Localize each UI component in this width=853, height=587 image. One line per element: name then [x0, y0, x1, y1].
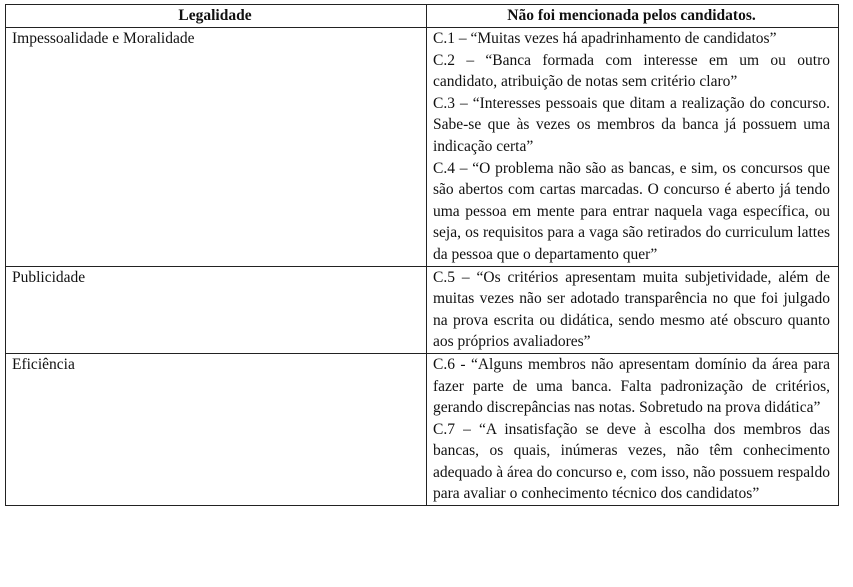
quote-c2: C.2 – “Banca formada com interesse em um ou outro candidato, atribuição de notas sem critério claro”	[433, 51, 830, 91]
quote-c4: C.4 – “O problema não são as bancas, e sim, os concursos que são abertos com cartas marcadas. O concurso é aberto já tendo uma pessoa em mente para entrar naquela vaga específica, ou seja, os requisitos para a vaga são retirados do curriculum lattes da pessoa que o departamento quer”	[433, 159, 830, 263]
quote-c7: C.7 – “A insatisfação se deve à escolha dos membros das bancas, os quais, inúmeras vezes, não têm conhecimento adequado à área do concurso e, com isso, não possuem respaldo para avaliar o conhecimento técnico dos candidatos”	[433, 420, 830, 503]
quotes-cell	[427, 266, 839, 353]
quote-c6: C.6 - “Alguns membros não apresentam domínio da área para fazer parte de uma banca. Falta padronização de critérios, gerando discrepâncias nas notas. Sobretudo na prova didática”	[433, 355, 830, 417]
column-header-legalidade: Legalidade	[6, 5, 427, 28]
quote-c1: C.1 – “Muitas vezes há apadrinhamento de candidatos”	[433, 30, 777, 47]
table-row	[6, 353, 839, 505]
quote-c5: C.5 – “Os critérios apresentam muita subjetividade, além de muitas vezes não ser adotado transparência no que foi julgado na prova escrita ou didática, sendo mesmo até obscuro quanto aos próprios avaliadores”	[433, 268, 830, 351]
quotes-cell	[427, 28, 839, 267]
principle-cell: Publicidade	[6, 266, 427, 353]
table-row	[6, 266, 839, 353]
column-header-mention: Não foi mencionada pelos candidatos.	[427, 5, 839, 28]
principle-cell: Impessoalidade e Moralidade	[6, 28, 427, 267]
table-header-row	[6, 5, 839, 28]
principle-cell: Eficiência	[6, 353, 427, 505]
quotes-cell	[427, 353, 839, 505]
table-row	[6, 28, 839, 267]
principles-table	[5, 4, 839, 506]
quote-c3: C.3 – “Interesses pessoais que ditam a realização do concurso. Sabe-se que às vezes os membros da banca já possuem uma indicação certa”	[433, 94, 830, 155]
